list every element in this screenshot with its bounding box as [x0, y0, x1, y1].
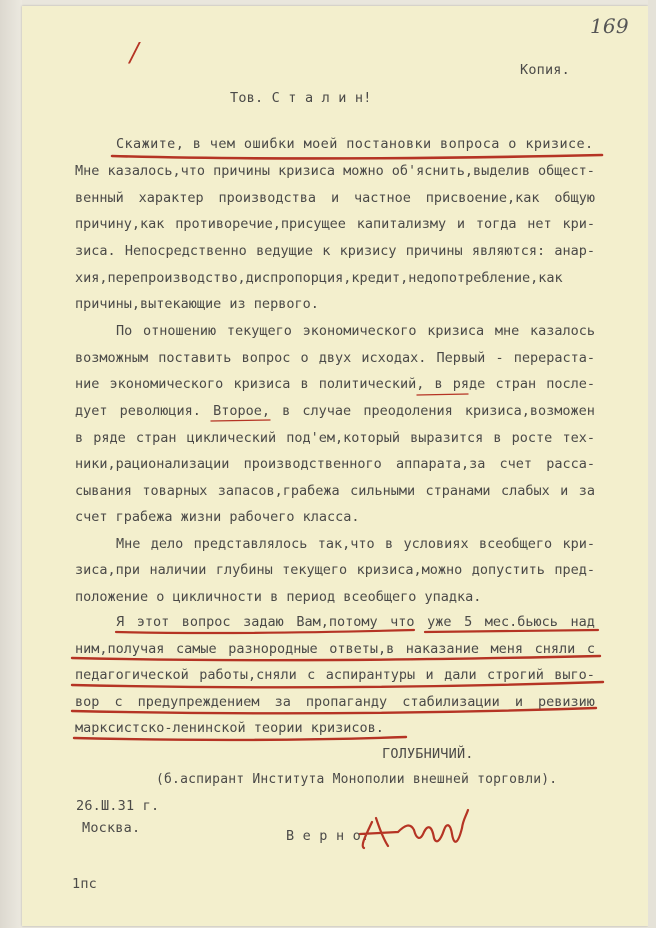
word: ответы,в — [329, 641, 395, 657]
word: самые — [175, 641, 217, 657]
word: допустить — [471, 562, 545, 578]
word: общую — [554, 190, 595, 206]
word: общест- — [538, 163, 595, 179]
word: стабилизации — [402, 694, 500, 710]
city: Москва. — [82, 820, 141, 836]
word: кри- — [562, 216, 595, 232]
word: тех- — [562, 430, 595, 446]
text-line: счет грабежа жизни рабочего класса. — [75, 509, 360, 525]
text-line: марксистско-ленинской теории кризисов. — [75, 720, 384, 736]
word: экономического — [109, 376, 224, 392]
word: разнородные — [228, 641, 318, 657]
word: вопрос — [241, 350, 291, 366]
word: росте — [511, 430, 553, 446]
p3-line-3 — [75, 589, 595, 609]
word: после- — [546, 376, 595, 392]
word: строгий — [486, 667, 544, 683]
p2-line-6 — [75, 456, 595, 476]
p2-line-4 — [75, 403, 595, 423]
word: причины — [405, 243, 463, 259]
word: - — [495, 350, 504, 366]
word: тогда — [475, 216, 517, 232]
word: сывания — [75, 483, 132, 499]
word: Первый — [436, 350, 486, 366]
word: пропаганду — [305, 694, 388, 710]
word: зиса,при — [75, 562, 141, 578]
word: наказание — [405, 641, 479, 657]
word: предупреждением — [137, 694, 260, 710]
word: в — [75, 430, 84, 446]
p3-line-1 — [116, 536, 595, 556]
word: Вам,потому — [296, 614, 378, 630]
word: Я — [116, 614, 125, 630]
word: ведущие — [256, 243, 313, 259]
word: и — [425, 667, 434, 683]
word: запасов,грабежа — [217, 483, 340, 499]
word: товарных — [142, 483, 208, 499]
word: отношению — [143, 323, 217, 339]
word: текущего — [282, 562, 348, 578]
word: казалось — [529, 323, 595, 339]
word: стран — [495, 376, 537, 392]
scan-edge-right — [648, 0, 656, 928]
certified-label: В е р н о: — [286, 828, 370, 844]
word: Мне — [75, 163, 100, 179]
salutation: Тов. С т а л и н! — [230, 90, 372, 106]
word: с — [586, 641, 595, 657]
p4-line-5 — [75, 720, 595, 740]
signature-name: ГОЛУБНИЧИЙ. — [382, 746, 474, 762]
word: кризиса — [278, 163, 335, 179]
word: вор — [75, 694, 100, 710]
word: циклический — [186, 430, 277, 446]
p4-line-4 — [75, 694, 595, 714]
word: производственного — [243, 456, 382, 472]
word: присвоение,как — [425, 190, 540, 206]
p2-line-1 — [116, 323, 595, 343]
word: казалось,что — [107, 163, 206, 179]
p2-line-8 — [75, 509, 595, 529]
word: возможным — [75, 350, 149, 366]
word: ряде — [452, 376, 486, 392]
word: в — [434, 376, 443, 392]
word: сильными — [350, 483, 416, 499]
p1-line-2 — [75, 190, 595, 210]
word: кризису — [339, 243, 397, 259]
word: революция. — [119, 403, 201, 419]
word: кризиса — [233, 376, 291, 392]
word: капитализму — [356, 216, 447, 232]
word: вопрос — [181, 614, 231, 630]
word: мес.бьюсь — [484, 614, 558, 630]
p1-line-3 — [75, 216, 595, 236]
page-number: 169 — [590, 14, 629, 38]
word: двух — [318, 350, 352, 366]
margin-mark: / — [130, 38, 139, 68]
word: в — [282, 403, 291, 419]
word: политический, — [318, 376, 425, 392]
word: за — [578, 483, 595, 499]
signature-title: (б.аспирант Института Монополии внешней торговли). — [156, 772, 558, 787]
p1-line-4 — [75, 243, 595, 263]
word: условиях — [403, 536, 469, 552]
word: в — [385, 536, 394, 552]
p1-line-5 — [75, 270, 595, 290]
text-line: причины,вытекающие из первого. — [75, 296, 319, 312]
scan-edge — [0, 0, 22, 928]
word: педагогической — [75, 667, 189, 683]
word: о — [300, 350, 309, 366]
word: так,что — [317, 536, 375, 552]
word: глубины — [215, 562, 273, 578]
word: зиса. — [75, 243, 116, 259]
word: этот — [136, 614, 170, 630]
word: мне — [494, 323, 520, 339]
word: аппарата,за — [395, 456, 486, 472]
p2-line-5 — [75, 430, 595, 450]
p4-line-3 — [75, 667, 595, 687]
word: дело — [150, 536, 184, 552]
word: ряде — [93, 430, 126, 446]
word: случае — [302, 403, 352, 419]
word: выго- — [554, 667, 595, 683]
word: нет — [527, 216, 552, 232]
word: слабых — [500, 483, 550, 499]
p2-line-7 — [75, 483, 595, 503]
word: ним,получая — [75, 641, 165, 657]
word: наличии — [149, 562, 207, 578]
word: в — [493, 430, 502, 446]
word: за — [274, 694, 291, 710]
word: ревизию — [538, 694, 595, 710]
word: счет — [499, 456, 533, 472]
word: что — [390, 614, 415, 630]
date: 26.Ш.31 г. — [76, 798, 160, 814]
word: кризиса — [427, 323, 485, 339]
word: об'яснить,выделив — [391, 163, 530, 179]
word: Непосредственно — [124, 243, 247, 259]
word: анар- — [554, 243, 595, 259]
word: кризиса,возможен — [464, 403, 595, 419]
word: причины — [213, 163, 270, 179]
word: являются: — [471, 243, 546, 259]
word: и — [560, 483, 569, 499]
word: производства — [218, 190, 317, 206]
word: преодоления — [363, 403, 453, 419]
word: поставить — [158, 350, 232, 366]
p4-line-1 — [116, 614, 595, 634]
word: частное — [353, 190, 411, 206]
p4-line-2 — [75, 641, 595, 661]
word: дует — [75, 403, 108, 419]
word: работы,сняли — [199, 667, 297, 683]
word: расса- — [546, 456, 595, 472]
p2-line-2 — [75, 350, 595, 370]
word: текущего — [226, 323, 292, 339]
word: с — [307, 667, 316, 683]
word: под'ем,который — [286, 430, 400, 446]
word: дали — [444, 667, 477, 683]
word: кризиса,можно — [356, 562, 463, 578]
word: причину,как — [75, 216, 165, 232]
word: кри- — [562, 536, 595, 552]
word: сняли — [534, 641, 576, 657]
word: над — [570, 614, 595, 630]
word: странами — [425, 483, 491, 499]
word: исходах. — [361, 350, 427, 366]
word: пред- — [554, 562, 595, 578]
word: характер — [138, 190, 204, 206]
copy-label: Копия. — [520, 62, 570, 78]
word: По — [116, 323, 133, 339]
word: Мне — [116, 536, 141, 552]
word: Второе, — [213, 403, 270, 419]
word: с — [114, 694, 123, 710]
text-line: положение о цикличности в период всеобщего упадка. — [75, 589, 482, 605]
p1-line-1 — [75, 163, 595, 183]
word: и — [330, 190, 340, 206]
word: 5 — [464, 614, 473, 630]
word: ние — [75, 376, 100, 392]
word: представлялось — [193, 536, 308, 552]
p2-line-3 — [75, 376, 595, 396]
footer-mark: 1пс — [72, 876, 97, 892]
word: к — [322, 243, 331, 259]
word: венный — [75, 190, 124, 206]
word: стран — [135, 430, 177, 446]
word: уже — [427, 614, 452, 630]
question-line: Скажите, в чем ошибки моей постановки вопроса о кризисе. — [116, 136, 594, 152]
word: можно — [343, 163, 384, 179]
word: перераста- — [513, 350, 595, 366]
word: и — [456, 216, 466, 232]
word: в — [300, 376, 309, 392]
word: хия,перепроизводство,диспропорция,кредит,недопотребление,как — [75, 270, 563, 286]
word: выразится — [410, 430, 484, 446]
word: ники,рационализации — [75, 456, 230, 472]
word: всеобщего — [478, 536, 553, 552]
p1-line-6 — [75, 296, 595, 316]
word: противоречие,присущее — [175, 216, 346, 232]
word: экономического — [302, 323, 417, 339]
word: и — [514, 694, 523, 710]
p3-line-2 — [75, 562, 595, 582]
word: меня — [490, 641, 524, 657]
word: аспирантуры — [325, 667, 416, 683]
word: задаю — [243, 614, 284, 630]
